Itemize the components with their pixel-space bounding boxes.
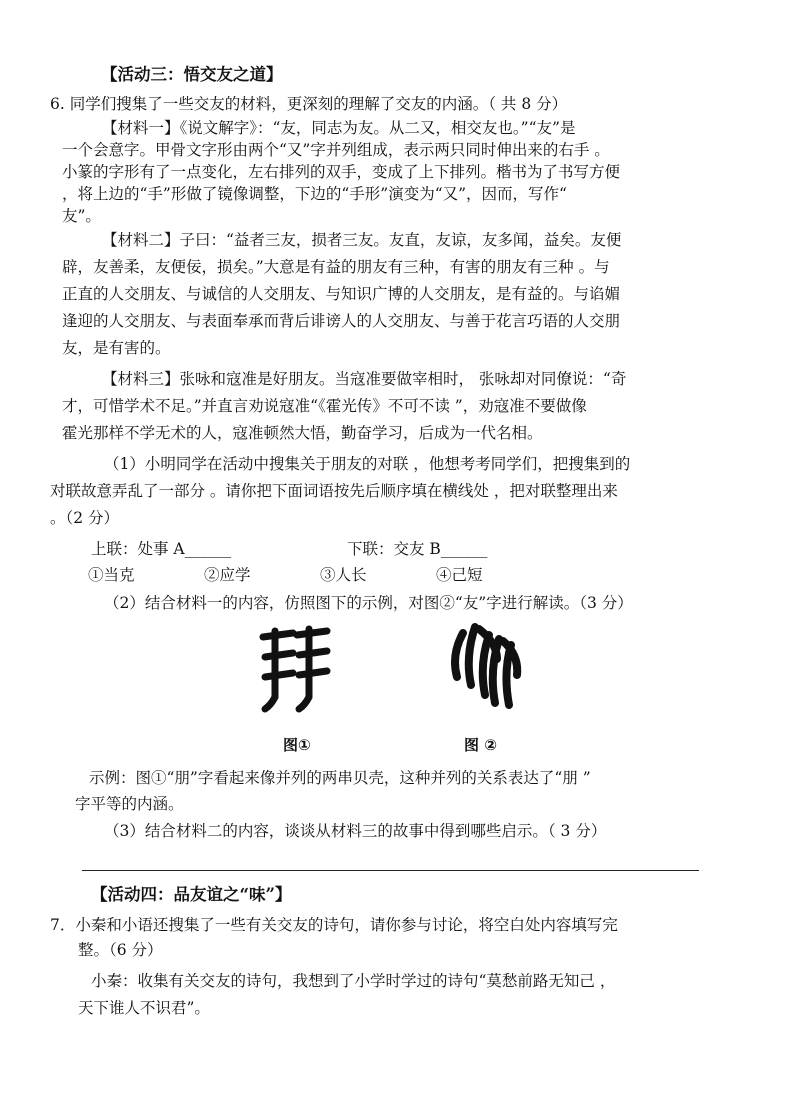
- option-item: ②应学: [204, 566, 251, 584]
- activity4-heading: 【活动四：品友谊之“味”】: [91, 885, 292, 904]
- option-item: ①当克: [88, 566, 135, 584]
- question-7-line: 整。（6 分）: [78, 941, 163, 959]
- figure-2-caption: 图 ②: [464, 736, 497, 754]
- xiaoqin-line: 天下谁人不识君”。: [78, 999, 210, 1017]
- answer-line: [82, 870, 699, 871]
- couplet-upper: 上联：处事 A______: [91, 540, 232, 558]
- peng-character-glyph: [263, 629, 327, 709]
- subquestion-1-line: 对联故意弄乱了一部分 。请你把下面词语按先后顺序填在横线处 ，把对联整理出来: [50, 482, 618, 500]
- you-character-glyph: [455, 627, 517, 705]
- material2-line: 正直的人交朋友、与诚信的人交朋友、与知识广博的人交朋友，是有益的。与谄媚: [62, 285, 621, 303]
- example-line: 字平等的内涵。: [75, 795, 184, 813]
- material3-line: 才，可惜学术不足。”并直言劝说寇准“《霍光传》不可不读 ”，劝寇准不要做像: [62, 397, 587, 415]
- material2-line: 辟，友善柔，友便佞，损矣。”大意是有益的朋友有三种，有害的朋友有三种 。与: [62, 258, 610, 276]
- subquestion-1-line: （1）小明同学在活动中搜集关于朋友的对联 ，他想考考同学们，把搜集到的: [104, 455, 631, 473]
- question-7-line: 7．小秦和小语还搜集了一些有关交友的诗句，请你参与讨论，将空白处内容填写完: [50, 916, 618, 934]
- material1-line: 小篆的字形有了一点变化，左右排列的双手，变成了上下排列。楷书为了书写方便: [62, 163, 621, 181]
- material3-line: 霍光那样不学无术的人，寇准顿然大悟，勤奋学习，后成为一代名相。: [62, 424, 543, 442]
- option-item: ④己短: [436, 566, 483, 584]
- question-6-stem: 6. 同学们搜集了一些交友的材料，更深刻的理解了交友的内涵。（ 共 8 分）: [50, 95, 568, 113]
- material2-line: 逢迎的人交朋友、与表面奉承而背后诽谤人的人交朋友、与善于花言巧语的人交朋: [62, 312, 621, 330]
- activity3-heading: 【活动三：悟交友之道】: [101, 65, 283, 84]
- subquestion-1-line: 。（2 分）: [50, 509, 120, 527]
- material2-line: 友，是有害的。: [62, 339, 171, 357]
- couplet-lower: 下联：交友 B______: [347, 540, 488, 558]
- material1-line: ，将上边的“手”形做了镜像调整，下边的“手形”演变为“又”，因而，写作“: [62, 185, 567, 203]
- figure-1-caption: 图①: [283, 736, 311, 754]
- example-line: 示例：图①“朋”字看起来像并列的两串贝壳，这种并列的关系表达了“朋 ”: [89, 769, 591, 787]
- material1-line: 友”。: [62, 207, 101, 225]
- subquestion-3: （3）结合材料二的内容，谈谈从材料三的故事中得到哪些启示。（ 3 分）: [104, 822, 607, 840]
- material2-line: 【材料二】子曰：“益者三友，损者三友。友直，友谅，友多闻，益矣。友便: [102, 231, 622, 249]
- subquestion-2: （2）结合材料一的内容，仿照图下的示例，对图②“友”字进行解读。（3 分）: [104, 594, 633, 612]
- material1-line: 【材料一】《说文解字》：“友，同志为友。从二又，相交友也。”“友”是: [102, 119, 576, 137]
- material1-line: 一个会意字。甲骨文字形由两个“又”字并列组成，表示两只同时伸出来的右手 。: [62, 141, 610, 159]
- option-item: ③人长: [320, 566, 367, 584]
- character-figure: [253, 615, 538, 757]
- material3-line: 【材料三】张咏和寇准是好朋友。当寇准要做宰相时， 张咏却对同僚说：“奇: [102, 370, 627, 388]
- xiaoqin-line: 小秦：收集有关交友的诗句，我想到了小学时学过的诗句“莫愁前路无知己 ，: [91, 972, 616, 990]
